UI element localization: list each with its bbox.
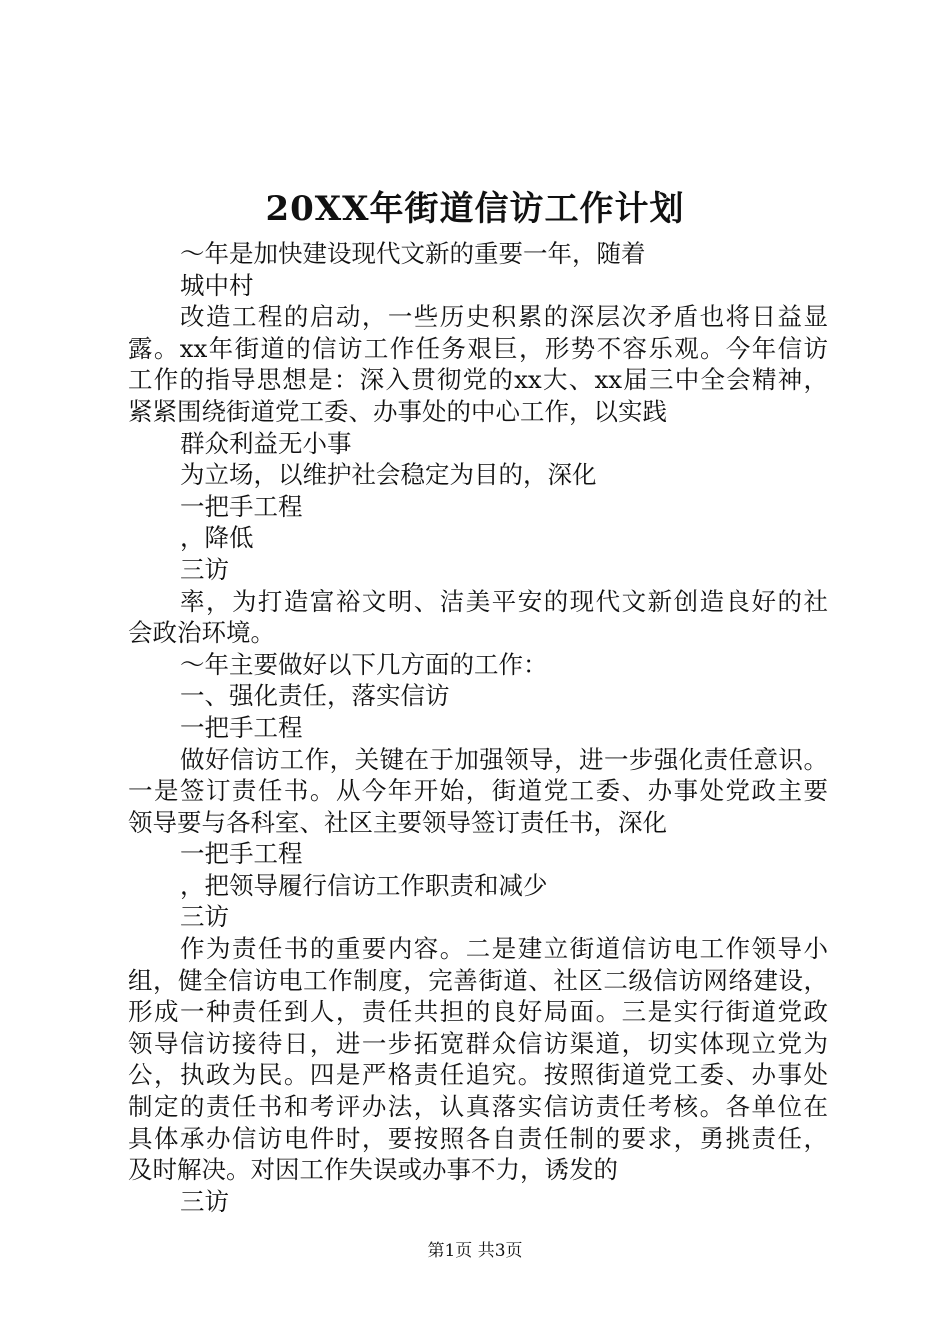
body-text-line: 形成一种责任到人，责任共担的良好局面。三是实行街道党政 [128, 997, 828, 1027]
body-text-line: 群众利益无小事 [180, 428, 352, 458]
body-text-line: 组，健全信访电工作制度，完善街道、社区二级信访网络建设， [128, 965, 828, 995]
body-text-line: 露。xx年街道的信访工作任务艰巨，形势不容乐观。今年信访 [128, 333, 828, 363]
body-text-line: 率，为打造富裕文明、洁美平安的现代文新创造良好的社 [180, 586, 828, 616]
body-text-line: 作为责任书的重要内容。二是建立街道信访电工作领导小 [180, 934, 828, 964]
body-text-line: ，降低 [180, 523, 254, 553]
body-text-line: 为立场，以维护社会稳定为目的，深化 [180, 460, 597, 490]
body-text-line: 改造工程的启动，一些历史积累的深层次矛盾也将日益显 [180, 302, 828, 332]
body-text-line: 具体承办信访电件时，要按照各自责任制的要求，勇挑责任， [128, 1123, 828, 1153]
body-text-line: 城中村 [180, 270, 254, 300]
body-text-line: 一、强化责任，落实信访 [180, 681, 450, 711]
body-text-line: 领导要与各科室、社区主要领导签订责任书，深化 [128, 807, 667, 837]
body-text-line: ，把领导履行信访工作职责和减少 [180, 870, 548, 900]
body-text-line: 一是签订责任书。从今年开始，街道党工委、办事处党政主要 [128, 776, 828, 806]
document-title: 20XX年街道信访工作计划 [265, 189, 685, 229]
document-body [128, 238, 828, 1217]
body-text-line: 工作的指导思想是：深入贯彻党的xx大、xx届三中全会精神， [128, 365, 828, 395]
body-text-line: 三访 [180, 1186, 229, 1216]
body-text-line: 紧紧围绕街道党工委、办事处的中心工作，以实践 [128, 396, 667, 426]
body-text-line: 公，执政为民。四是严格责任追究。按照街道党工委、办事处 [128, 1060, 828, 1090]
body-text-line: 三访 [180, 554, 229, 584]
body-text-line: ～年主要做好以下几方面的工作： [180, 649, 548, 679]
body-text-line: 做好信访工作，关键在于加强领导，进一步强化责任意识。 [180, 744, 828, 774]
body-text-line: 一把手工程 [180, 839, 303, 869]
body-text-line: 领导信访接待日，进一步拓宽群众信访渠道，切实体现立党为 [128, 1028, 828, 1058]
body-text-line: 会政治环境。 [128, 618, 275, 648]
body-text-line: 及时解决。对因工作失误或办事不力，诱发的 [128, 1155, 618, 1185]
body-text-line: ～年是加快建设现代文新的重要一年，随着 [180, 239, 646, 268]
page-footer: 第1页 共3页 [427, 1241, 523, 1261]
body-text-line: 三访 [180, 902, 229, 932]
body-text-line: 制定的责任书和考评办法，认真落实信访责任考核。各单位在 [128, 1092, 828, 1122]
body-text-line: 一把手工程 [180, 712, 303, 742]
body-text-line: 一把手工程 [180, 491, 303, 521]
